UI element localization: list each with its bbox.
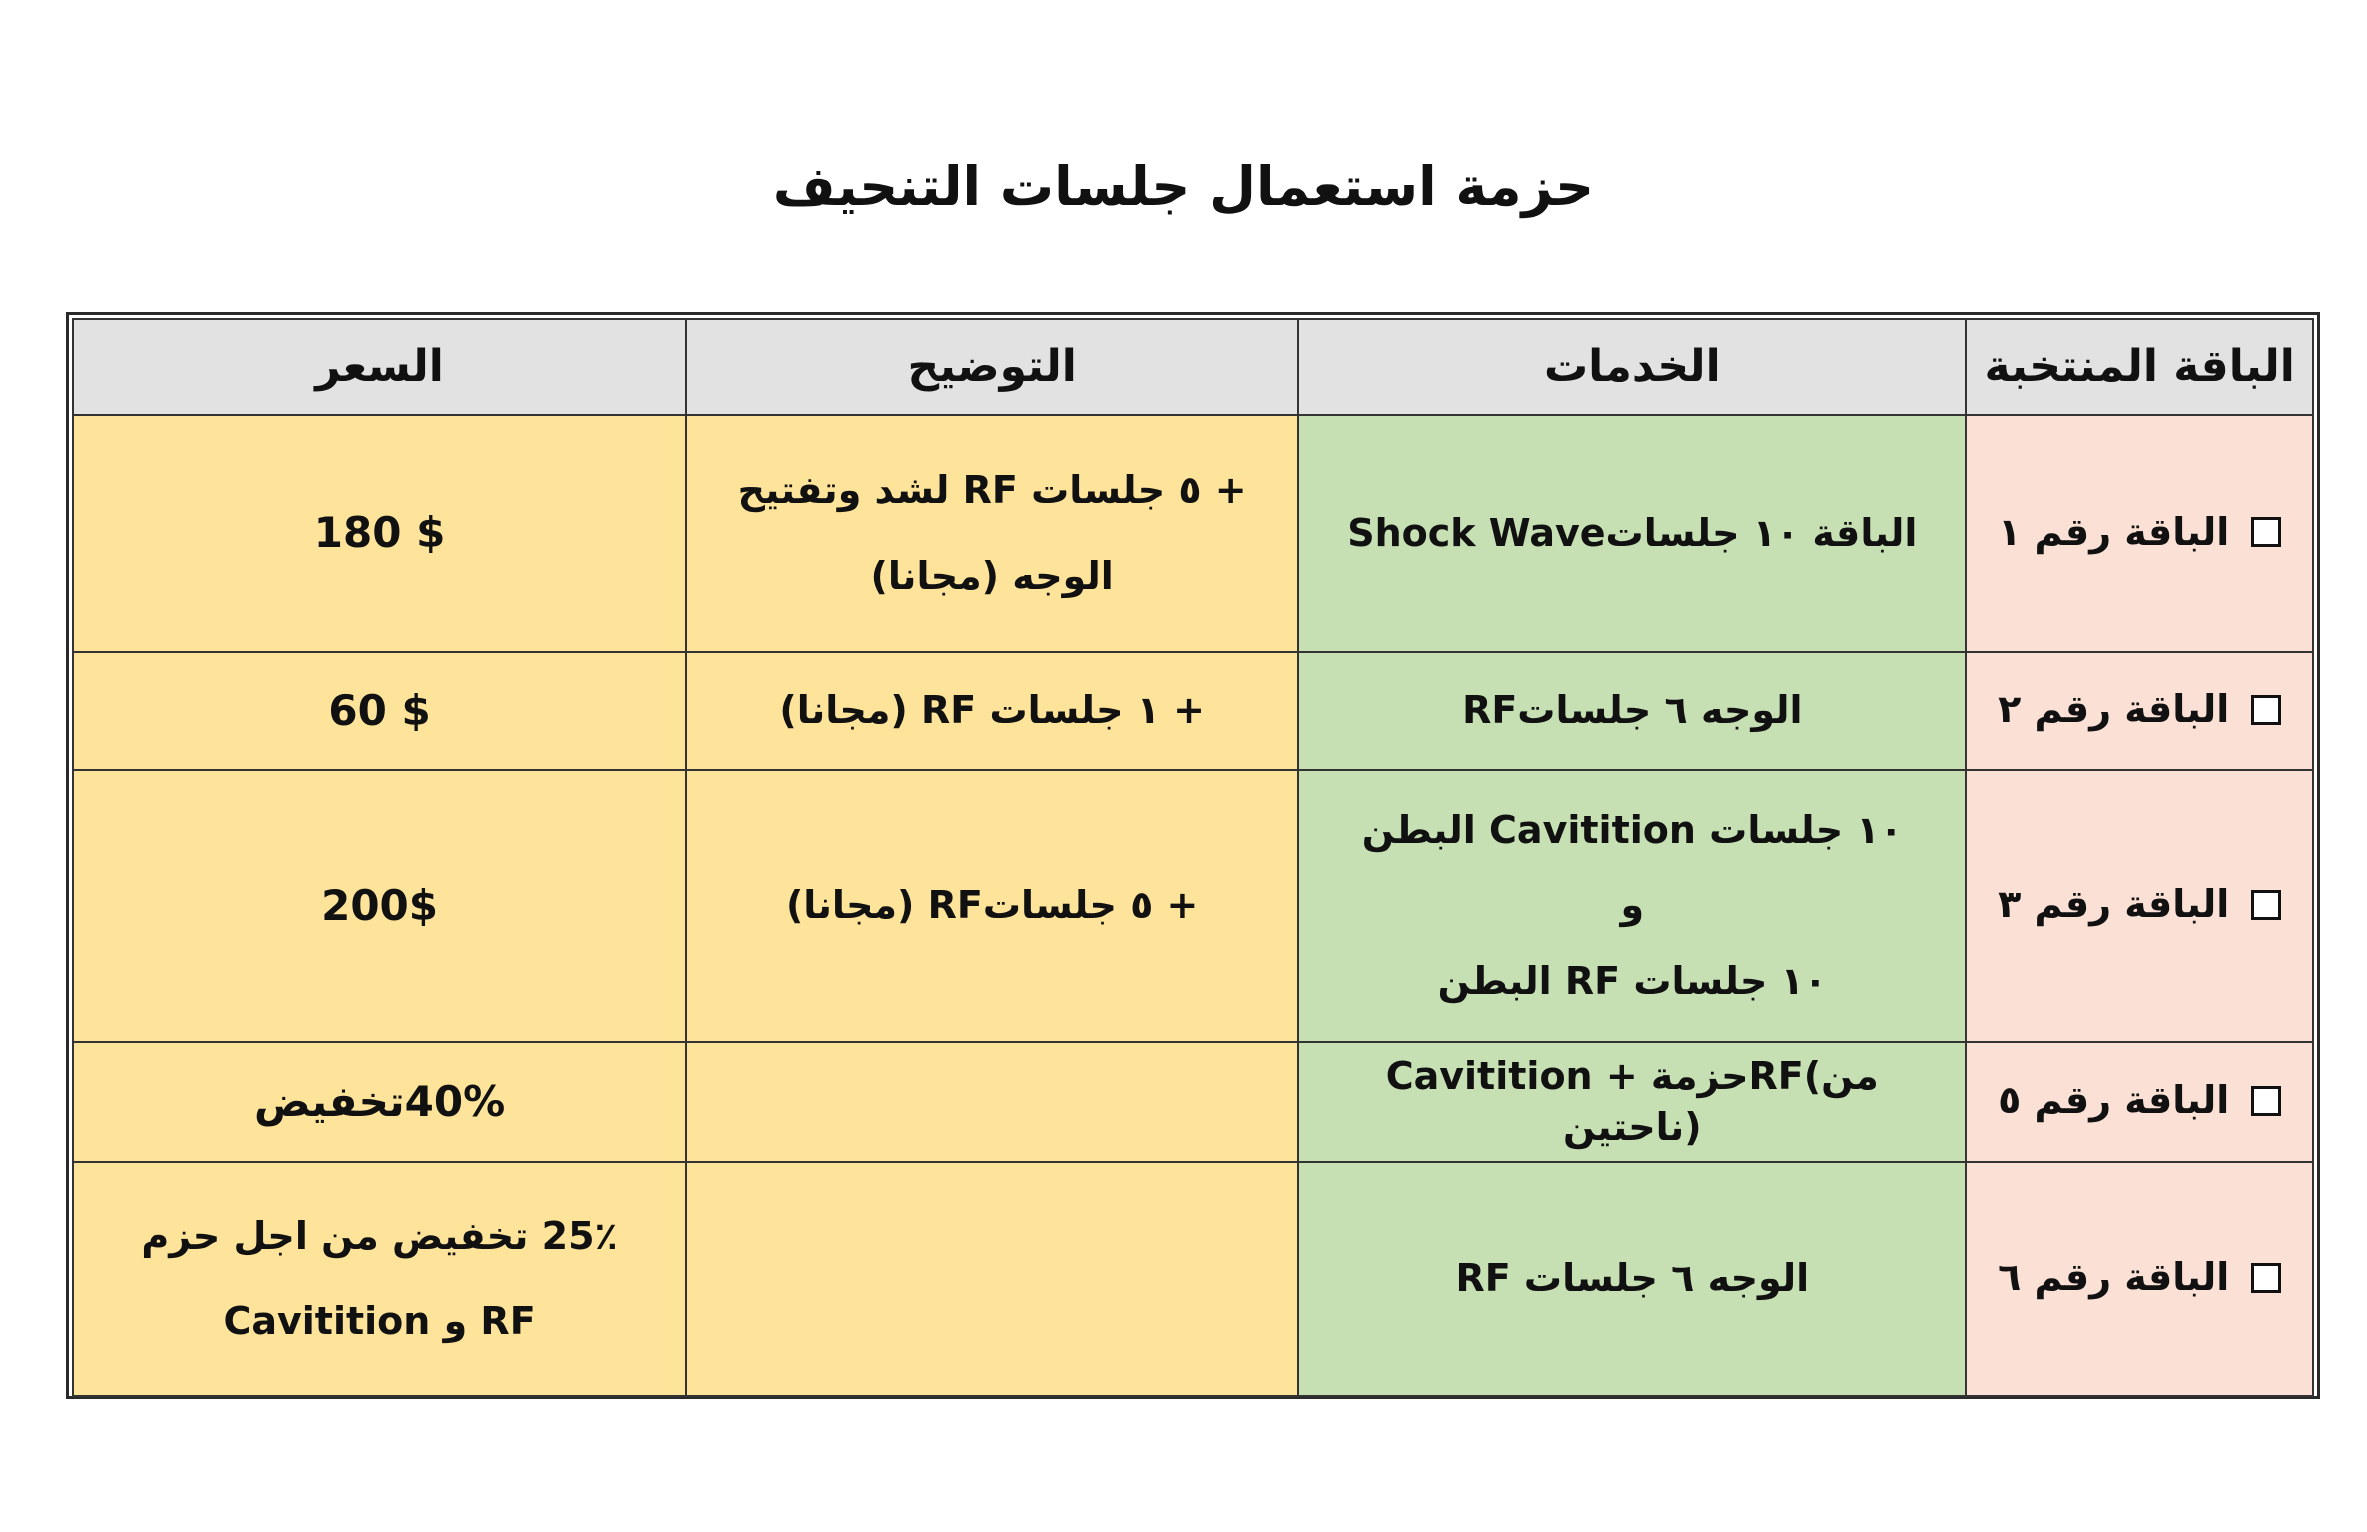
services-line: الوجه ٦ جلسات RF (1455, 1256, 1810, 1301)
services-line: الوجه ٦ جلساتRF (1462, 688, 1803, 733)
checkbox-icon[interactable] (2251, 695, 2281, 725)
services-line: ١٠ جلسات RF البطن (1437, 958, 1827, 1003)
services-line: الباقة ١٠ جلساتShock Wave (1347, 510, 1918, 555)
notes-cell (686, 1042, 1298, 1162)
package-cell[interactable] (1966, 1042, 2313, 1162)
notes-line: + ٥ جلسات RF لشد وتفتيح (737, 468, 1247, 513)
services-cell (1298, 1042, 1966, 1162)
table-row (73, 652, 2313, 770)
packages-table (72, 318, 2314, 1397)
price-cell (73, 1162, 686, 1396)
page-title: حزمة استعمال جلسات التنحيف (772, 155, 1595, 218)
price-cell (73, 770, 686, 1042)
package-cell[interactable] (1966, 770, 2313, 1042)
services-cell (1298, 652, 1966, 770)
table-row (73, 415, 2313, 652)
price-line: 200$ (321, 880, 439, 930)
services-line: ١٠ جلسات Cavitition البطن (1361, 808, 1903, 853)
services-line: Cavitition + حزمةRF(من ناحتين) (1385, 1053, 1879, 1149)
notes-cell (686, 1162, 1298, 1396)
price-line: 60 $ (328, 685, 431, 735)
package-label: الباقة رقم ٢ (1998, 687, 2230, 732)
header-package: الباقة المنتخبة (1966, 319, 2313, 415)
price-line: 40%تخفيض (253, 1076, 506, 1126)
notes-line: الوجه (مجانا) (870, 553, 1114, 598)
package-label: الباقة رقم ٣ (1998, 882, 2230, 927)
notes-line: + ٥ جلساتRF (مجانا) (785, 883, 1199, 928)
package-cell[interactable] (1966, 415, 2313, 652)
notes-cell (686, 770, 1298, 1042)
checkbox-icon[interactable] (2251, 517, 2281, 547)
price-line: 180 $ (313, 508, 446, 558)
package-label: الباقة رقم ٦ (1998, 1255, 2230, 1300)
header-services: الخدمات (1298, 319, 1966, 415)
packages-table-frame (66, 312, 2320, 1399)
header-row (73, 319, 2313, 415)
checkbox-icon[interactable] (2251, 890, 2281, 920)
notes-cell (686, 652, 1298, 770)
header-price: السعر (73, 319, 686, 415)
services-line: و (1620, 883, 1645, 928)
table-row (73, 1162, 2313, 1396)
package-cell[interactable] (1966, 652, 2313, 770)
price-cell (73, 415, 686, 652)
package-cell[interactable] (1966, 1162, 2313, 1396)
price-cell (73, 1042, 686, 1162)
package-label: الباقة رقم ١ (1998, 509, 2230, 554)
package-label: الباقة رقم ٥ (1998, 1078, 2230, 1123)
table-row (73, 1042, 2313, 1162)
services-cell (1298, 770, 1966, 1042)
notes-cell (686, 415, 1298, 652)
notes-line: + ١ جلسات RF (مجانا) (779, 688, 1205, 733)
price-line: Cavitition و RF (223, 1299, 536, 1343)
services-cell (1298, 1162, 1966, 1396)
price-line: 25٪ تخفيض من اجل حزم (141, 1213, 618, 1258)
checkbox-icon[interactable] (2251, 1263, 2281, 1293)
price-cell (73, 652, 686, 770)
checkbox-icon[interactable] (2251, 1086, 2281, 1116)
services-cell (1298, 415, 1966, 652)
header-notes: التوضيح (686, 319, 1298, 415)
table-row (73, 770, 2313, 1042)
